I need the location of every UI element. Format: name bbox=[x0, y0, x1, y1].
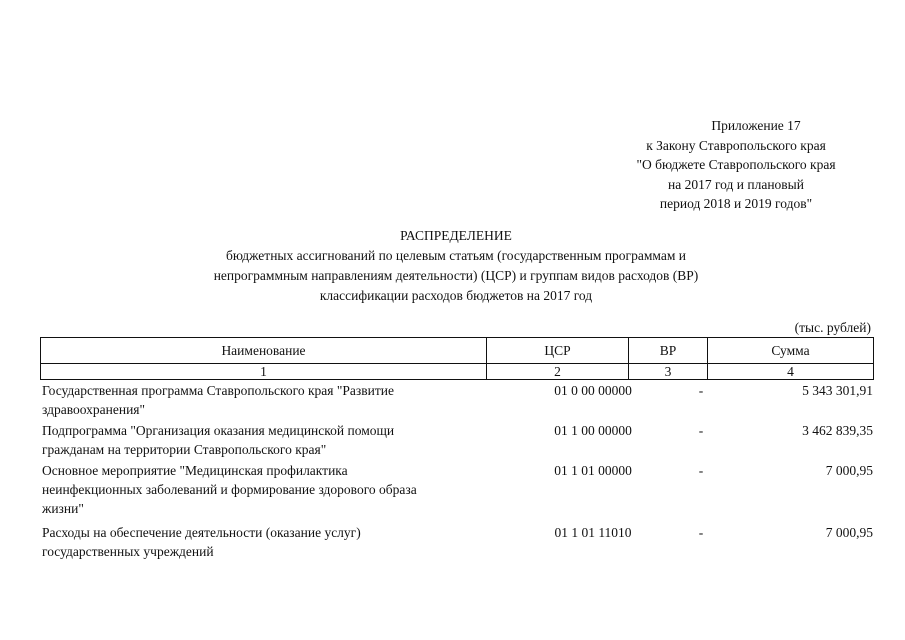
row-sum: 7 000,95 bbox=[825, 525, 873, 540]
row-name-line: Расходы на обеспечение деятельности (оказание услуг) bbox=[42, 525, 361, 540]
column-number-4: 4 bbox=[708, 364, 874, 380]
header-sum: Сумма bbox=[708, 338, 874, 364]
row-vr: - bbox=[698, 525, 704, 540]
appendix-number: Приложение 17 bbox=[711, 118, 801, 133]
table-header bbox=[40, 337, 874, 380]
row-sum: 3 462 839,35 bbox=[802, 423, 873, 438]
row-name-line: Подпрограмма "Организация оказания медицинской помощи bbox=[42, 423, 395, 438]
title-subtitle-line-3: классификации расходов бюджетов на 2017 год bbox=[319, 288, 593, 303]
row-name-line: неинфекционных заболеваний и формирование здорового образа bbox=[42, 482, 417, 497]
row-name-line: государственных учреждений bbox=[42, 544, 214, 559]
column-number-1: 1 bbox=[41, 364, 487, 380]
row-csr: 01 0 00 00000 bbox=[554, 383, 632, 398]
title-subtitle-line-1: бюджетных ассигнований по целевым статьям (государственным программам и bbox=[226, 248, 686, 263]
row-name bbox=[40, 523, 512, 561]
header-vr: ВР bbox=[629, 338, 708, 364]
appendix-header bbox=[580, 116, 892, 214]
row-name-line: Государственная программа Ставропольского края "Развитие bbox=[42, 383, 394, 398]
table-row bbox=[40, 381, 873, 419]
document-title bbox=[40, 226, 872, 306]
row-vr: - bbox=[698, 383, 704, 398]
row-vr: - bbox=[698, 463, 704, 478]
row-name bbox=[40, 381, 512, 419]
appendix-period-year: на 2017 год и плановый bbox=[668, 176, 804, 192]
header-name: Наименование bbox=[41, 338, 487, 364]
header-row bbox=[41, 338, 874, 364]
row-name bbox=[40, 461, 512, 518]
header-csr: ЦСР bbox=[487, 338, 629, 364]
table-row bbox=[40, 461, 873, 518]
row-csr: 01 1 00 00000 bbox=[554, 423, 632, 438]
row-sum: 7 000,95 bbox=[825, 463, 873, 478]
row-csr: 01 1 01 11010 bbox=[554, 525, 632, 540]
row-name-line: Основное мероприятие "Медицинская профилактика bbox=[42, 463, 348, 478]
title-heading: РАСПРЕДЕЛЕНИЕ bbox=[400, 228, 512, 243]
row-name-line: жизни" bbox=[42, 501, 84, 516]
title-subtitle-line-2: непрограммным направлениям деятельности) (ЦСР) и группам видов расходов (ВР) bbox=[213, 268, 699, 283]
row-csr: 01 1 01 00000 bbox=[554, 463, 632, 478]
appendix-law-title: "О бюджете Ставропольского края bbox=[636, 157, 836, 172]
row-sum: 5 343 301,91 bbox=[802, 383, 873, 398]
row-name-line: гражданам на территории Ставропольского края" bbox=[42, 442, 327, 457]
column-number-2: 2 bbox=[487, 364, 629, 380]
row-name-line: здравоохранения" bbox=[42, 402, 146, 417]
appendix-period-plan: период 2018 и 2019 годов" bbox=[659, 196, 813, 211]
appendix-law-ref: к Закону Ставропольского края bbox=[646, 137, 826, 153]
column-number-row bbox=[41, 364, 874, 380]
row-name bbox=[40, 421, 512, 459]
units-label: (тыс. рублей) bbox=[794, 320, 871, 335]
table-row bbox=[40, 421, 873, 459]
row-vr: - bbox=[698, 423, 704, 438]
table-row bbox=[40, 523, 873, 561]
table-body bbox=[40, 381, 873, 563]
column-number-3: 3 bbox=[629, 364, 708, 380]
